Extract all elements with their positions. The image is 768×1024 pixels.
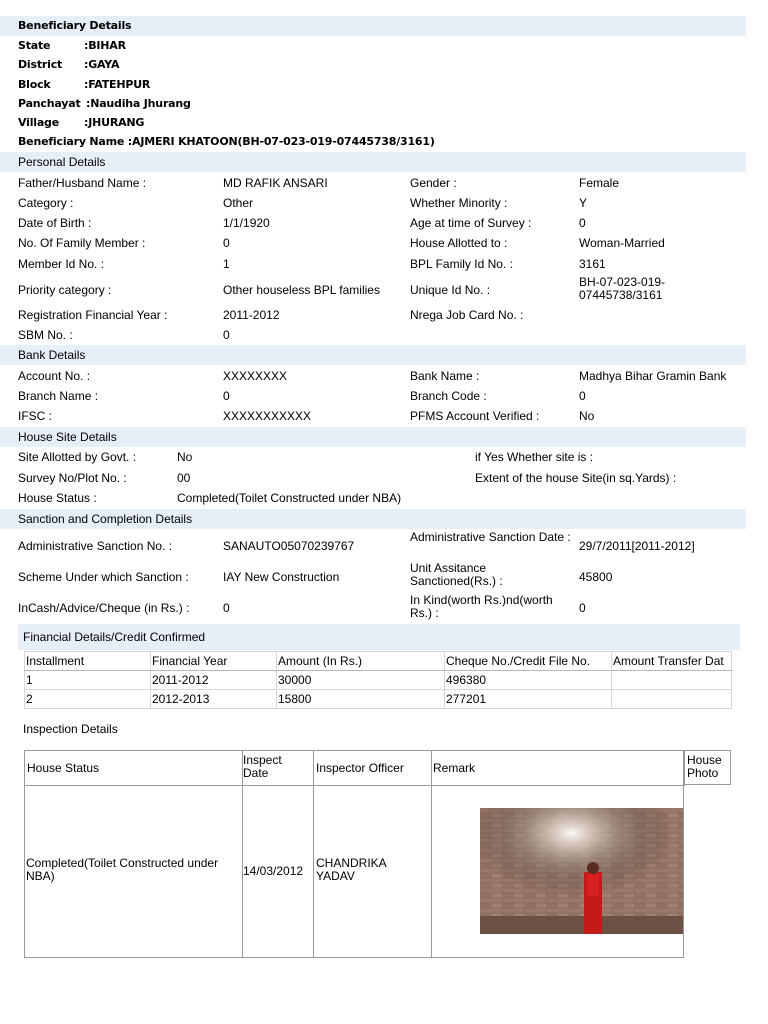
branch-code-value: 0 xyxy=(579,389,586,403)
dob-label: Date of Birth : xyxy=(18,216,92,230)
state-label: State xyxy=(18,39,51,52)
sanction-no-value: SANAUTO05070239767 xyxy=(223,539,355,553)
column-divider xyxy=(431,751,432,957)
header-top-border xyxy=(684,750,731,751)
pfms-value: No xyxy=(579,409,595,423)
col-amount: Amount (In Rs.) xyxy=(277,652,445,671)
cheque-cell: 496380 xyxy=(445,671,612,690)
panchayat-value: :Naudiha Jhurang xyxy=(86,96,191,110)
table-row xyxy=(25,690,732,709)
state-row xyxy=(0,36,746,55)
financial-header-row xyxy=(25,652,732,671)
nrega-label: Nrega Job Card No. : xyxy=(410,308,524,322)
inkind-label: In Kind(worth Rs.)nd(worth Rs.) : xyxy=(410,593,553,620)
minority-value: Y xyxy=(579,196,588,210)
inkind-value: 0 xyxy=(579,601,586,615)
panchayat-label: Panchayat xyxy=(18,96,81,110)
beneficiary-details xyxy=(0,16,746,152)
sanction-heading: Sanction and Completion Details xyxy=(0,509,746,529)
pfms-label: PFMS Account Verified : xyxy=(410,409,540,423)
state-value: :BIHAR xyxy=(84,39,126,52)
col-inspector: Inspector Officer xyxy=(316,761,404,775)
sbm-value: 0 xyxy=(223,328,230,342)
village-value: :JHURANG xyxy=(84,116,145,130)
panchayat-row xyxy=(0,94,746,113)
col-house-photo: House Photo xyxy=(687,753,722,780)
col-transfer-date: Amount Transfer Dat xyxy=(612,652,732,671)
inspection-status-value: Completed(Toilet Constructed under NBA) xyxy=(26,856,219,883)
financial-heading: Financial Details/Credit Confirmed xyxy=(18,624,740,650)
transfer-date-cell xyxy=(612,671,732,690)
member-id-value: 1 xyxy=(223,257,230,271)
survey-no-value: 00 xyxy=(177,471,191,485)
family-members-label: No. Of Family Member : xyxy=(18,236,146,250)
scheme-value: IAY New Construction xyxy=(223,570,340,584)
category-value: Other xyxy=(223,196,254,210)
minority-label: Whether Minority : xyxy=(410,196,508,210)
age-label: Age at time of Survey : xyxy=(410,216,532,230)
installment-cell: 1 xyxy=(25,671,151,690)
column-divider xyxy=(730,750,731,785)
amount-cell: 30000 xyxy=(277,671,445,690)
survey-no-label: Survey No/Plot No. : xyxy=(18,471,127,485)
col-financial-year: Financial Year xyxy=(151,652,277,671)
column-divider xyxy=(313,751,314,957)
transfer-date-cell xyxy=(612,690,732,709)
house-status-label: House Status : xyxy=(18,491,97,505)
inspection-date-value: 14/03/2012 xyxy=(243,864,304,878)
ifsc-label: IFSC : xyxy=(18,409,53,423)
installment-cell: 2 xyxy=(25,690,151,709)
year-cell: 2012-2013 xyxy=(151,690,277,709)
inspection-heading: Inspection Details xyxy=(23,722,118,736)
amount-cell: 15800 xyxy=(277,690,445,709)
reg-year-value: 2011-2012 xyxy=(223,308,280,322)
bank-details-heading: Bank Details xyxy=(0,345,746,365)
personal-details-heading: Personal Details xyxy=(0,152,746,172)
sanction-no-label: Administrative Sanction No. : xyxy=(18,539,173,553)
block-row xyxy=(0,75,746,94)
incash-label: InCash/Advice/Cheque (in Rs.) : xyxy=(18,601,190,615)
priority-value: Other houseless BPL families xyxy=(223,283,380,297)
house-status-value: Completed(Toilet Constructed under NBA) xyxy=(177,491,402,505)
scheme-label: Scheme Under which Sanction : xyxy=(18,570,189,584)
beneficiary-heading: Beneficiary Details xyxy=(0,16,746,36)
bpl-id-value: 3161 xyxy=(579,257,606,271)
cheque-cell: 277201 xyxy=(445,690,612,709)
member-id-label: Member Id No. : xyxy=(18,257,105,271)
unit-assistance-label: Unit Assitance Sanctioned(Rs.) : xyxy=(410,561,503,588)
beneficiary-name: Beneficiary Name :AJMERI KHATOON(BH-07-023-019-07445738/3161) xyxy=(18,135,435,149)
account-no-value: XXXXXXXX xyxy=(223,369,288,383)
bank-name-value: Madhya Bihar Gramin Bank xyxy=(579,369,727,383)
house-photo[interactable] xyxy=(480,808,683,934)
col-house-status: House Status xyxy=(27,761,100,775)
site-allotted-value: No xyxy=(177,450,193,464)
bank-name-label: Bank Name : xyxy=(410,369,480,383)
column-divider xyxy=(242,751,243,957)
unit-assistance-value: 45800 xyxy=(579,570,613,584)
village-row xyxy=(0,113,746,132)
col-installment: Installment xyxy=(25,652,151,671)
gender-value: Female xyxy=(579,176,620,190)
col-cheque-no: Cheque No./Credit File No. xyxy=(445,652,612,671)
district-value: :GAYA xyxy=(84,58,120,72)
inspector-value: CHANDRIKA YADAV xyxy=(316,856,387,883)
sanction-date-value: 29/7/2011[2011-2012] xyxy=(579,539,695,553)
year-cell: 2011-2012 xyxy=(151,671,277,690)
village-label: Village xyxy=(18,116,59,130)
category-label: Category : xyxy=(18,196,74,210)
sanction-date-label: Administrative Sanction Date : xyxy=(410,530,571,544)
column-divider xyxy=(684,751,685,786)
unique-id-label: Unique Id No. : xyxy=(410,283,491,297)
header-divider xyxy=(25,785,683,786)
age-value: 0 xyxy=(579,216,586,230)
house-site-heading: House Site Details xyxy=(0,427,746,447)
house-allotted-label: House Allotted to : xyxy=(410,236,508,250)
branch-code-label: Branch Code : xyxy=(410,389,487,403)
family-members-value: 0 xyxy=(223,236,230,250)
col-inspect-date: Inspect Date xyxy=(243,753,282,780)
house-allotted-value: Woman-Married xyxy=(579,236,665,250)
col-remark: Remark xyxy=(433,761,476,775)
district-label: District xyxy=(18,58,63,72)
block-value: :FATEHPUR xyxy=(84,77,151,91)
reg-year-label: Registration Financial Year : xyxy=(18,308,168,322)
gender-label: Gender : xyxy=(410,176,457,190)
table-row xyxy=(25,671,732,690)
priority-label: Priority category : xyxy=(18,283,112,297)
site-allotted-label: Site Allotted by Govt. : xyxy=(18,450,137,464)
district-row xyxy=(0,55,746,74)
site-extent-label: Extent of the house Site(in sq.Yards) : xyxy=(475,471,677,485)
block-label: Block xyxy=(18,77,51,91)
incash-value: 0 xyxy=(223,601,230,615)
sbm-label: SBM No. : xyxy=(18,328,73,342)
header-bottom-border xyxy=(684,784,731,785)
bpl-id-label: BPL Family Id No. : xyxy=(410,257,513,271)
dob-value: 1/1/1920 xyxy=(223,216,270,230)
father-name-value: MD RAFIK ANSARI xyxy=(223,176,328,190)
unique-id-value: BH-07-023-019-07445738/3161 xyxy=(579,275,666,302)
branch-name-value: 0 xyxy=(223,389,230,403)
site-type-label: if Yes Whether site is : xyxy=(475,450,594,464)
branch-name-label: Branch Name : xyxy=(18,389,99,403)
account-no-label: Account No. : xyxy=(18,369,91,383)
father-name-label: Father/Husband Name : xyxy=(18,176,147,190)
financial-table xyxy=(24,651,732,709)
ifsc-value: XXXXXXXXXXX xyxy=(223,409,312,423)
